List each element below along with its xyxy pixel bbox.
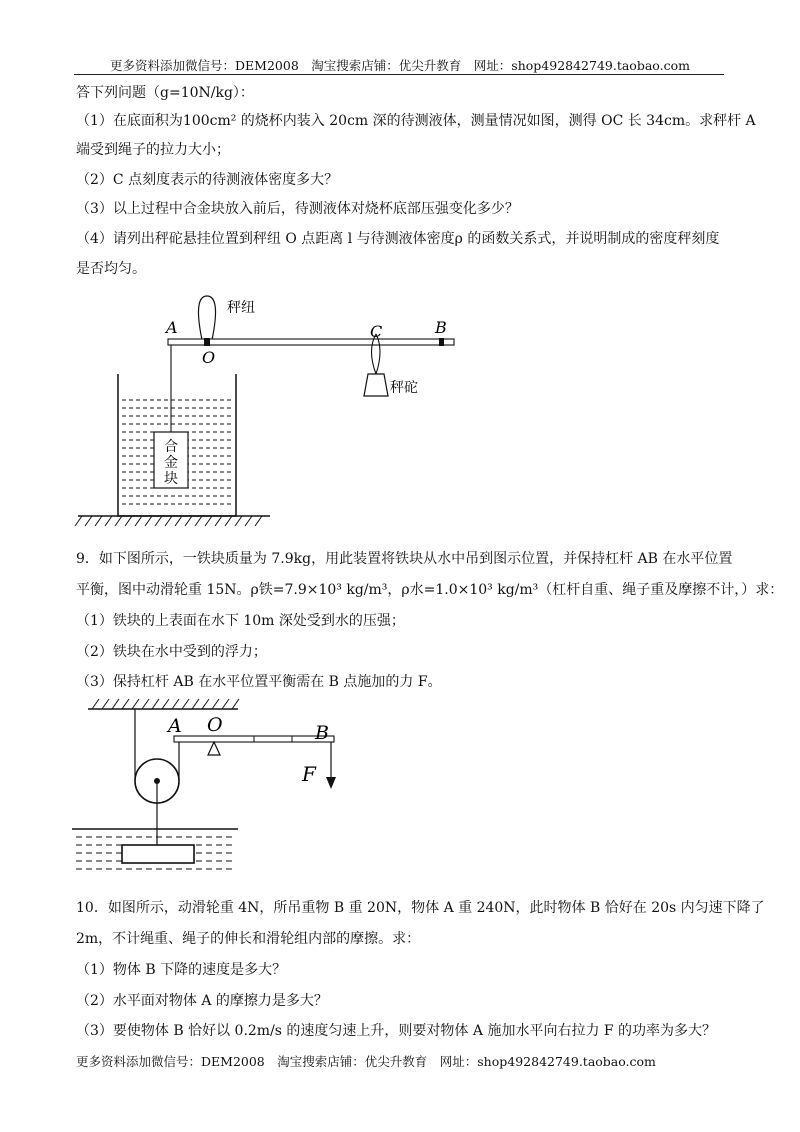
- knob-pivot-marker: [204, 338, 210, 346]
- q9-part3: （3）保持杠杆 AB 在水平位置平衡需在 B 点施加的力 F。: [76, 674, 442, 690]
- steelyard-beam: [168, 339, 454, 345]
- label-weight: 秤砣: [390, 380, 418, 396]
- page-header: 更多资料添加微信号：DEM2008 淘宝搜索店铺：优尖升教育 网址：shop492842749.taobao.com: [110, 58, 690, 73]
- q10-part1: （1）物体 B 下降的速度是多大？: [76, 962, 287, 978]
- q10-line2: 2m，不计绳重、绳子的伸长和滑轮组内部的摩擦。求：: [76, 931, 421, 947]
- q8-part1-line2: 端受到绳子的拉力大小；: [76, 142, 230, 158]
- q10-part3: （3）要使物体 B 恰好以 0.2m/s 的速度匀速上升，则要对物体 A 施加水平向右拉力 F 的功率为多大？: [76, 1023, 717, 1039]
- alloy-block-char-2: 金: [164, 455, 178, 471]
- label-F: F: [302, 762, 316, 786]
- end-b-marker: [439, 338, 444, 346]
- q8-part1-line1: （1）在底面积为100cm² 的烧杯内装入 20cm 深的待测液体，测量情况如图，测得 OC 长 34cm。求秤杆 A: [76, 113, 756, 129]
- force-F-arrow-head: [326, 777, 336, 789]
- pulley-axle: [154, 778, 160, 784]
- q9-line2: 平衡，图中动滑轮重 15N。ρ铁=7.9×10³ kg/m³，ρ水=1.0×10³ kg/m³（杠杆自重、绳子重及摩擦不计，）求：: [76, 582, 784, 598]
- q8-part4-line2: 是否均匀。: [76, 261, 146, 277]
- label-B: B: [435, 318, 447, 337]
- q8-intro: 答下列问题（g=10N/kg）：: [76, 85, 254, 101]
- alloy-block-char-1: 合: [164, 439, 178, 455]
- alloy-block-char-3: 块: [164, 471, 178, 487]
- header-rule: [74, 74, 724, 75]
- q9-part2: （2）铁块在水中受到的浮力；: [76, 644, 267, 660]
- label-O: O: [202, 348, 216, 367]
- label-C: C: [370, 322, 383, 341]
- steelyard-figure: [60, 290, 480, 535]
- q9-line1: 9．如下图所示，一铁块质量为 7.9kg，用此装置将铁块从水中吊到图示位置，并保持杠杆 AB 在水平位置: [76, 551, 733, 567]
- label-A: A: [168, 715, 182, 737]
- q10-line1: 10．如图所示，动滑轮重 4N，所吊重物 B 重 20N，物体 A 重 240N，此时物体 B 恰好在 20s 内匀速下降了: [76, 900, 765, 916]
- label-knob: 秤纽: [227, 300, 255, 316]
- iron-block: [122, 845, 194, 863]
- steelyard-knob-loop: [198, 296, 215, 340]
- q10-part2: （2）水平面对物体 A 的摩擦力是多大？: [76, 993, 328, 1009]
- fulcrum: [208, 742, 220, 755]
- q9-part1: （1）铁块的上表面在水下 10m 深处受到水的压强；: [76, 613, 405, 629]
- label-A: A: [166, 318, 178, 337]
- label-O: O: [207, 714, 223, 736]
- sliding-weight: [364, 374, 388, 396]
- ceiling-hatch: [92, 699, 239, 709]
- page-footer: 更多资料添加微信号：DEM2008 淘宝搜索店铺：优尖升教育 网址：shop492842749.taobao.com: [76, 1054, 656, 1069]
- ground-hatch: [75, 516, 262, 526]
- label-B: B: [315, 722, 329, 744]
- q8-part4-line1: （4）请列出秤砣悬挂位置到秤纽 O 点距离 l 与待测液体密度ρ 的函数关系式，并说明制成的密度秤刻度: [76, 231, 720, 247]
- q8-part3: （3）以上过程中合金块放入前后，待测液体对烧杯底部压强变化多少？: [76, 201, 519, 217]
- lever-pulley-figure: [70, 695, 360, 885]
- q8-part2: （2）C 点刻度表示的待测液体密度多大？: [76, 172, 339, 188]
